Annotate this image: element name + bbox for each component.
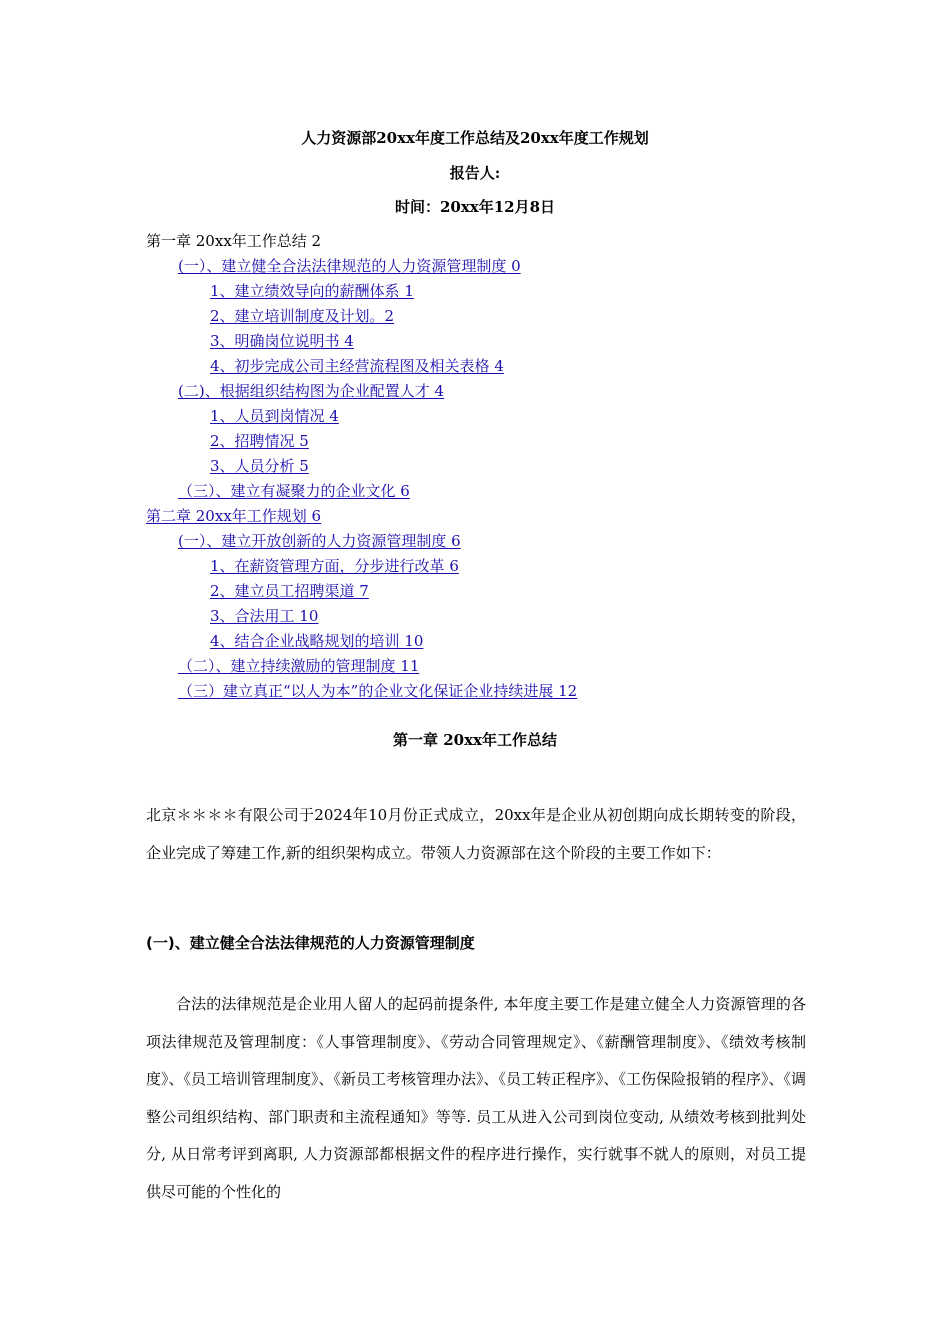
section-heading: (一)、建立健全合法法律规范的人力资源管理制度 [146,934,475,952]
toc-link[interactable]: 第二章 20xx年工作规划 6 [146,507,322,525]
toc-entry[interactable] [146,679,826,704]
toc-entry [146,229,826,254]
toc-entry[interactable] [146,429,826,454]
toc-link[interactable]: （三）、建立有凝聚力的企业文化 6 [178,482,410,500]
toc-link[interactable]: 3、明确岗位说明书 4 [210,332,354,350]
toc-link[interactable]: 2、招聘情况 5 [210,432,309,450]
toc-link[interactable]: (一）、建立健全合法法律规范的人力资源管理制度 0 [178,257,521,275]
toc-link[interactable]: 4、初步完成公司主经营流程图及相关表格 4 [210,357,504,375]
toc-entry[interactable] [146,604,826,629]
toc-entry[interactable] [146,554,826,579]
toc-link[interactable]: 4、结合企业战略规划的培训 10 [210,632,424,650]
toc-link[interactable]: 1、建立绩效导向的薪酬体系 1 [210,282,414,300]
toc-entry[interactable] [146,304,826,329]
toc-link[interactable]: 1、人员到岗情况 4 [210,407,339,425]
toc-link[interactable]: 2、建立员工招聘渠道 7 [210,582,369,600]
toc-entry[interactable] [146,279,826,304]
toc-entry[interactable] [146,329,826,354]
toc-entry[interactable] [146,354,826,379]
toc-link[interactable]: （二）、建立持续激励的管理制度 11 [178,657,420,675]
toc-entry[interactable] [146,404,826,429]
toc-text: 第一章 20xx年工作总结 2 [146,232,322,250]
date-text: 时间：20xx年12月8日 [394,198,556,216]
table-of-contents [146,229,826,704]
date-line [0,196,950,217]
toc-link[interactable]: 1、在薪资管理方面，分步进行改革 6 [210,557,459,575]
toc-link[interactable]: (一）、建立开放创新的人力资源管理制度 6 [178,532,461,550]
toc-link[interactable]: 2、建立培训制度及计划。2 [210,307,395,325]
toc-entry[interactable] [146,454,826,479]
toc-link[interactable]: (二)、根据组织结构图为企业配置人才 4 [178,382,445,400]
chapter-heading: 第一章 20xx年工作总结 [393,731,557,749]
reporter-line: 报告人: [449,164,501,182]
toc-entry[interactable] [146,579,826,604]
toc-entry[interactable] [146,629,826,654]
toc-entry[interactable] [146,529,826,554]
toc-entry[interactable] [146,254,826,279]
toc-link[interactable]: （三）建立真正“以人为本”的企业文化保证企业持续进展 12 [178,682,578,700]
intro-paragraph: 北京＊＊＊＊有限公司于2024年10月份正式成立，20xx年是企业从初创期向成长期转变的阶段，企业完成了筹建工作,新的组织架构成立。带领人力资源部在这个阶段的主要工作如下： [146,806,806,862]
toc-entry[interactable] [146,479,826,504]
toc-entry[interactable] [146,504,826,529]
toc-entry[interactable] [146,654,826,679]
toc-link[interactable]: 3、人员分析 5 [210,457,309,475]
section-body-paragraph: 合法的法律规范是企业用人留人的起码前提条件, 本年度主要工作是建立健全人力资源管理的各项法律规范及管理制度：《人事管理制度》、《劳动合同管理规定》、《薪酬管理制度》、《绩效考核制度》、《员工培训管理制度》、《新员工考核管理办法》、《员工转正程序》、《工伤保险报销的程序》、《调整公司组织结构、部门职责和主流程通知》等等. 员工从进入公司到岗位变动, 从绩效考核到批判处分, 从日常考评到离职, 人力资源部都根据文件的程序进行操作，实行就事不就人的原则，对员工提供尽可能的个性化的 [146,995,807,1201]
toc-entry[interactable] [146,379,826,404]
toc-link[interactable]: 3、合法用工 10 [210,607,319,625]
document-title: 人力资源部20xx年度工作总结及20xx年度工作规划 [301,129,649,147]
